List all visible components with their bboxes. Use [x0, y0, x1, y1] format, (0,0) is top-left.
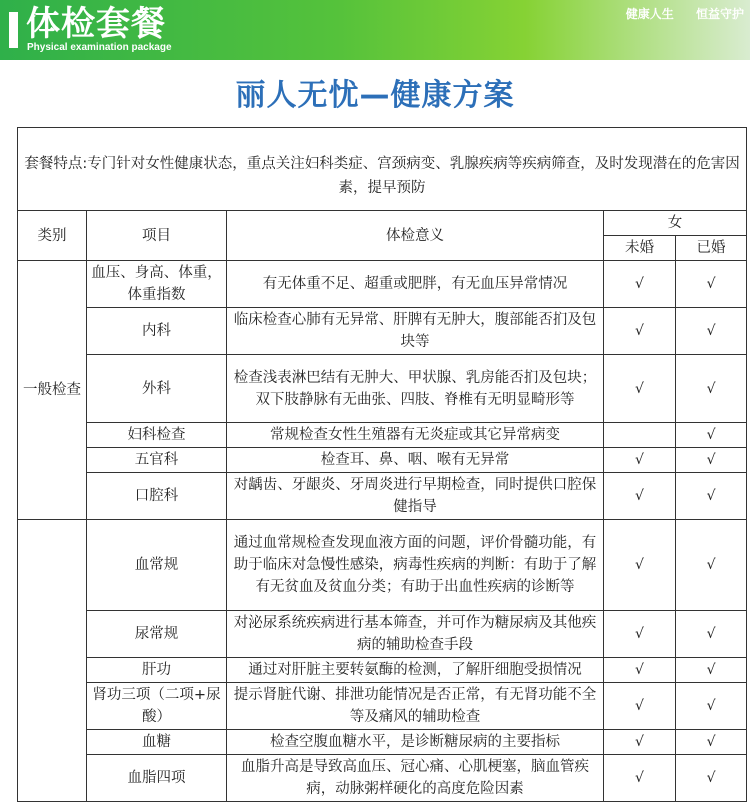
item-cell: 口腔科	[87, 473, 227, 520]
unmarried-check-cell	[604, 423, 676, 448]
slogan-part-1: 健康人生	[625, 7, 674, 21]
package-description: 套餐特点:专门针对女性健康状态，重点关注妇科类症、宫颈病变、乳腺疾病等疾病筛查，及时发现潜在的危害因素，提早预防	[18, 128, 747, 211]
unmarried-check-cell: √	[604, 308, 676, 355]
married-check-cell: √	[676, 423, 747, 448]
unmarried-check-cell: √	[604, 755, 676, 802]
table-row	[18, 448, 747, 473]
meaning-cell: 检查空腹血糖水平，是诊断糖尿病的主要指标	[227, 730, 604, 755]
header-meaning: 体检意义	[227, 211, 604, 261]
unmarried-check-cell: √	[604, 520, 676, 611]
slogan-part-2: 恒益守护	[695, 7, 744, 21]
married-check-cell: √	[676, 730, 747, 755]
item-cell: 肝功	[87, 658, 227, 683]
table-row	[18, 683, 747, 730]
item-cell: 血常规	[87, 520, 227, 611]
item-cell: 尿常规	[87, 611, 227, 658]
banner-accent-bar	[9, 12, 18, 48]
meaning-cell: 临床检查心肺有无异常、肝脾有无肿大，腹部能否扪及包块等	[227, 308, 604, 355]
table-row	[18, 520, 747, 611]
item-cell: 肾功三项（二项+尿酸）	[87, 683, 227, 730]
item-cell: 血糖	[87, 730, 227, 755]
unmarried-check-cell: √	[604, 658, 676, 683]
header-unmarried: 未婚	[604, 236, 676, 261]
married-check-cell: √	[676, 355, 747, 423]
meaning-cell: 检查浅表淋巴结有无肿大、甲状腺、乳房能否扪及包块；双下肢静脉有无曲张、四肢、脊椎有无明显畸形等	[227, 355, 604, 423]
meaning-cell: 对泌尿系统疾病进行基本筛查，并可作为糖尿病及其他疾病的辅助检查手段	[227, 611, 604, 658]
header-banner	[0, 0, 750, 60]
table-row	[18, 423, 747, 448]
married-check-cell: √	[676, 308, 747, 355]
married-check-cell: √	[676, 755, 747, 802]
category-cell	[18, 520, 87, 802]
package-table-wrapper	[17, 127, 746, 802]
package-table-body	[18, 128, 747, 802]
meaning-cell: 提示肾脏代谢、排泄功能情况是否正常，有无肾功能不全等及痛风的辅助检查	[227, 683, 604, 730]
unmarried-check-cell: √	[604, 261, 676, 308]
item-cell: 血脂四项	[87, 755, 227, 802]
table-row	[18, 261, 747, 308]
banner-subtitle: Physical examination package	[27, 42, 172, 53]
table-row	[18, 308, 747, 355]
package-table	[17, 127, 747, 802]
item-cell: 外科	[87, 355, 227, 423]
item-cell: 五官科	[87, 448, 227, 473]
married-check-cell: √	[676, 658, 747, 683]
meaning-cell: 有无体重不足、超重或肥胖，有无血压异常情况	[227, 261, 604, 308]
meaning-cell: 血脂升高是导致高血压、冠心痛、心肌梗塞，脑血管疾病，动脉粥样硬化的高度危险因素	[227, 755, 604, 802]
item-cell: 内科	[87, 308, 227, 355]
description-row	[18, 128, 747, 211]
meaning-cell: 通过血常规检查发现血液方面的问题，评价骨髓功能，有助于临床对急慢性感染，病毒性疾病的判断：有助于了解有无贫血及贫血分类；有助于出血性疾病的诊断等	[227, 520, 604, 611]
table-row	[18, 355, 747, 423]
unmarried-check-cell: √	[604, 611, 676, 658]
banner-slogan	[614, 5, 744, 22]
meaning-cell: 对龋齿、牙龈炎、牙周炎进行早期检查，同时提供口腔保健指导	[227, 473, 604, 520]
meaning-cell: 检查耳、鼻、咽、喉有无异常	[227, 448, 604, 473]
table-row	[18, 658, 747, 683]
header-item: 项目	[87, 211, 227, 261]
married-check-cell: √	[676, 473, 747, 520]
married-check-cell: √	[676, 520, 747, 611]
unmarried-check-cell: √	[604, 683, 676, 730]
header-gender: 女	[604, 211, 747, 236]
table-row	[18, 730, 747, 755]
table-row	[18, 611, 747, 658]
category-cell: 一般检查	[18, 261, 87, 520]
header-category: 类别	[18, 211, 87, 261]
unmarried-check-cell: √	[604, 355, 676, 423]
meaning-cell: 常规检查女性生殖器有无炎症或其它异常病变	[227, 423, 604, 448]
married-check-cell: √	[676, 448, 747, 473]
unmarried-check-cell: √	[604, 730, 676, 755]
header-married: 已婚	[676, 236, 747, 261]
table-row	[18, 755, 747, 802]
married-check-cell: √	[676, 611, 747, 658]
header-row-1	[18, 211, 747, 236]
item-cell: 血压、身高、体重，体重指数	[87, 261, 227, 308]
married-check-cell: √	[676, 261, 747, 308]
meaning-cell: 通过对肝脏主要转氨酶的检测，了解肝细胞受损情况	[227, 658, 604, 683]
unmarried-check-cell: √	[604, 448, 676, 473]
banner-title: 体检套餐	[26, 4, 166, 44]
unmarried-check-cell: √	[604, 473, 676, 520]
plan-title: 丽人无忧—健康方案	[235, 78, 515, 113]
table-row	[18, 473, 747, 520]
married-check-cell: √	[676, 683, 747, 730]
item-cell: 妇科检查	[87, 423, 227, 448]
